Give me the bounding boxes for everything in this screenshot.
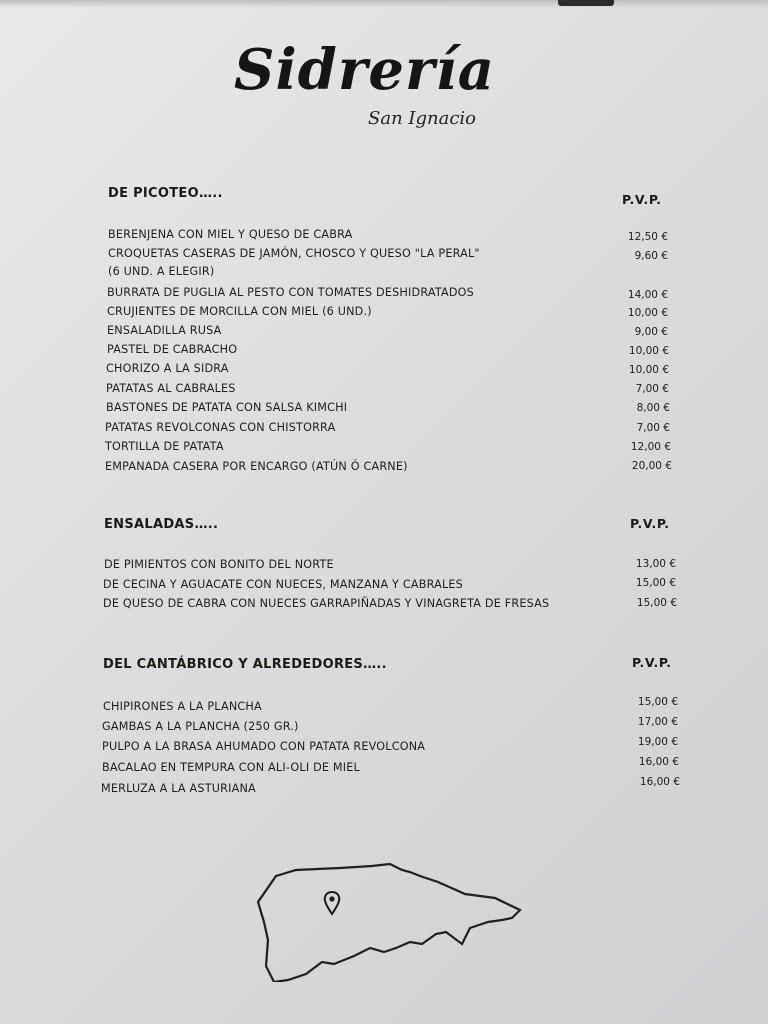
menu-item: ENSALADILLA RUSA xyxy=(107,324,222,337)
menu-item: DE PIMIENTOS CON BONITO DEL NORTE xyxy=(104,558,334,571)
menu-item-price: 15,00 € xyxy=(635,577,676,589)
menu-item: EMPANADA CASERA POR ENCARGO (ATÚN Ó CARNE) xyxy=(105,460,408,473)
menu-item: TORTILLA DE PATATA xyxy=(105,440,224,453)
menu-item-price: 8,00 € xyxy=(636,402,670,414)
menu-item: PASTEL DE CABRACHO xyxy=(107,343,238,356)
menu-item-price: 13,00 € xyxy=(635,558,676,570)
menu-item-price: 9,00 € xyxy=(634,326,668,338)
menu-item: BASTONES DE PATATA CON SALSA KIMCHI xyxy=(106,401,348,414)
menu-item: CHORIZO A LA SIDRA xyxy=(106,362,229,375)
menu-item: GAMBAS A LA PLANCHA (250 GR.) xyxy=(102,720,299,733)
logo-title: Sidrería xyxy=(234,37,496,103)
menu-item: MERLUZA A LA ASTURIANA xyxy=(101,782,256,795)
menu-item-price: 15,00 € xyxy=(636,597,677,609)
section-title: DEL CANTÁBRICO Y ALREDEDORES….. xyxy=(103,657,387,672)
menu-item: CRUJIENTES DE MORCILLA CON MIEL (6 UND.) xyxy=(107,305,372,318)
menu-item-price: 7,00 € xyxy=(636,422,670,434)
price-header: P.V.P. xyxy=(622,192,662,207)
region-map xyxy=(250,862,530,982)
clipboard-clip xyxy=(558,0,614,6)
price-header: P.V.P. xyxy=(632,655,672,670)
menu-item: BURRATA DE PUGLIA AL PESTO CON TOMATES DESHIDRATADOS xyxy=(107,286,474,299)
menu-item-price: 16,00 € xyxy=(638,756,679,768)
menu-item-price: 20,00 € xyxy=(631,460,672,472)
menu-item: CHIPIRONES A LA PLANCHA xyxy=(103,700,262,713)
menu-item: DE QUESO DE CABRA CON NUECES GARRAPIÑADAS Y VINAGRETA DE FRESAS xyxy=(103,597,550,610)
menu-item: BACALAO EN TEMPURA CON ALI-OLI DE MIEL xyxy=(102,761,360,774)
menu-item: PATATAS REVOLCONAS CON CHISTORRA xyxy=(105,421,336,434)
menu-item-price: 12,00 € xyxy=(630,441,671,453)
location-pin-icon xyxy=(325,892,339,914)
menu-item-price: 10,00 € xyxy=(628,345,669,357)
menu-item-price: 9,60 € xyxy=(634,250,668,262)
page-top-edge xyxy=(0,0,768,8)
menu-item-price: 10,00 € xyxy=(627,307,668,319)
menu-item-price: 7,00 € xyxy=(635,383,669,395)
section-title: DE PICOTEO….. xyxy=(108,186,223,201)
region-outline xyxy=(258,864,520,982)
section-title: ENSALADAS….. xyxy=(104,517,219,532)
logo xyxy=(230,37,510,142)
menu-item-note: (6 UND. A ELEGIR) xyxy=(108,265,215,278)
menu-item: DE CECINA Y AGUACATE CON NUECES, MANZANA Y CABRALES xyxy=(103,578,463,591)
menu-item-price: 15,00 € xyxy=(637,696,678,708)
menu-item: CROQUETAS CASERAS DE JAMÓN, CHOSCO Y QUESO "LA PERAL" xyxy=(108,247,480,260)
menu-item: PATATAS AL CABRALES xyxy=(106,382,236,395)
menu-item-price: 10,00 € xyxy=(628,364,669,376)
menu-item-price: 19,00 € xyxy=(637,736,678,748)
menu-item-price: 14,00 € xyxy=(627,289,668,301)
menu-item-price: 16,00 € xyxy=(639,776,680,788)
menu-item: PULPO A LA BRASA AHUMADO CON PATATA REVOLCONA xyxy=(102,740,426,753)
menu-item-price: 12,50 € xyxy=(627,231,668,243)
logo-subtitle: San Ignacio xyxy=(368,108,477,129)
menu-item-price: 17,00 € xyxy=(637,716,678,728)
price-header: P.V.P. xyxy=(630,516,670,531)
menu-item: BERENJENA CON MIEL Y QUESO DE CABRA xyxy=(108,228,353,241)
